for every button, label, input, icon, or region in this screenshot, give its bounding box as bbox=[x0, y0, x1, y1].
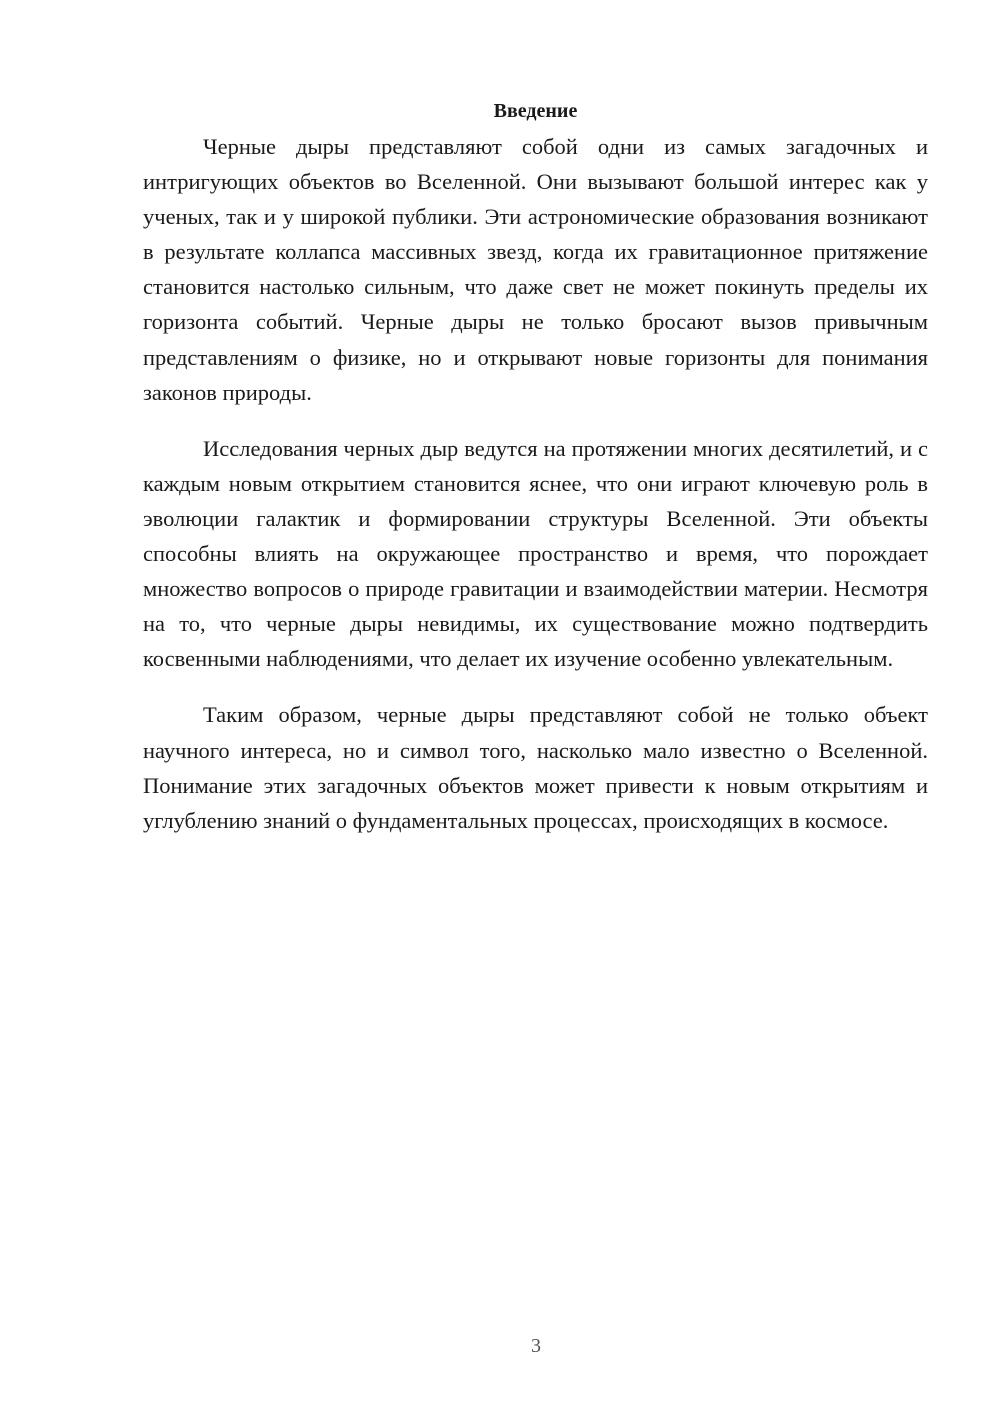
paragraph-3: Таким образом, черные дыры представляют собой не только объект научного интереса, но и символ того, насколько мало известно о Вселенной. Понимание этих загадочных объектов может привести к новым открытиям и углублению знаний о фундаментальных процессах, происходящих в космосе. bbox=[143, 702, 928, 833]
section-heading: Введение bbox=[493, 100, 578, 122]
paragraph-2: Исследования черных дыр ведутся на протяжении многих десятилетий, и с каждым новым открытием становится яснее, что они играют ключевую роль в эволюции галактик и формировании структуры Вселенной. Эти объекты способны влиять на окружающее пространство и время, что порождает множество вопросов о природе гравитации и взаимодействии материи. Несмотря на то, что черные дыры невидимы, их существование можно подтвердить косвенными наблюдениями, что делает их изучение особенно увлекательным. bbox=[143, 435, 928, 672]
page-content bbox=[143, 94, 928, 838]
page-number: 3 bbox=[531, 1335, 541, 1357]
paragraph-1: Черные дыры представляют собой одни из самых загадочных и интригующих объектов во Вселенной. Они вызывают большой интерес как у ученых, так и у широкой публики. Эти астрономические образования возникают в результате коллапса массивных звезд, когда их гравитационное притяжение становится настолько сильным, что даже свет не может покинуть пределы их горизонта событий. Черные дыры не только бросают вызов привычным представлениям о физике, но и открывают новые горизонты для понимания законов природы. bbox=[143, 134, 928, 405]
